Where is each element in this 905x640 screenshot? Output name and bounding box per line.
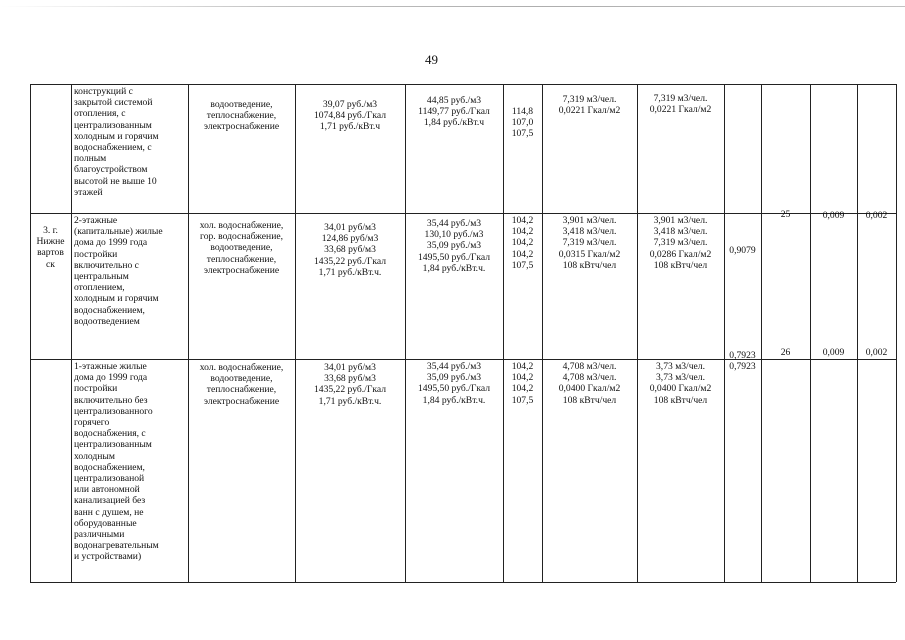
scan-artifact-line bbox=[0, 6, 905, 7]
cell-housing-description: конструкций с закрытой системой отопления, с централизованным холодным и горячим водоснабжением, с полным благоустройством высотой не выше 10 этажей bbox=[74, 86, 159, 198]
cell-tariff-previous: 34,01 руб/м3 124,86 руб/м3 33,68 руб/м3 1435,22 руб./Гкал 1,71 руб./кВт.ч. bbox=[313, 222, 387, 278]
cell-tariff-current: 35,44 руб./м3 130,10 руб./м3 35,09 руб./м3 1495,50 руб./Гкал 1,84 руб./кВт.ч. bbox=[417, 218, 491, 274]
table-column-rule bbox=[542, 84, 543, 582]
cell-index-percent: 104,2 104,2 104,2 104,2 107,5 bbox=[511, 215, 534, 271]
cell-city: 3. г. Нижне вартов ск bbox=[36, 225, 65, 270]
table-column-rule bbox=[405, 84, 406, 582]
cell-index-percent: 114,8 107,0 107,5 bbox=[511, 106, 534, 140]
cell-column-12: 0,002 bbox=[865, 347, 888, 358]
table-column-rule bbox=[896, 84, 897, 582]
table-column-rule bbox=[724, 84, 725, 582]
cell-norm-adjusted: 3,73 м3/чел. 3,73 м3/чел. 0,0400 Гкал/м2 108 кВтч/чел bbox=[649, 361, 712, 406]
cell-norm-value: 4,708 м3/чел. 4,708 м3/чел. 0,0400 Гкал/м2 108 кВтч/чел bbox=[558, 361, 621, 406]
cell-column-11: 0,009 bbox=[822, 210, 845, 221]
table-column-rule bbox=[295, 84, 296, 582]
table-column-rule bbox=[71, 84, 72, 582]
table-column-rule bbox=[503, 84, 504, 582]
table-row-rule bbox=[30, 84, 896, 85]
cell-norm-adjusted: 3,901 м3/чел. 3,418 м3/чел. 7,319 м3/чел. 0,0286 Гкал/м2 108 кВтч/чел bbox=[649, 215, 712, 271]
cell-index-percent: 104,2 104,2 104,2 107,5 bbox=[511, 361, 534, 406]
cell-coefficient: 0,9079 bbox=[729, 245, 756, 256]
cell-tariff-current: 44,85 руб./м3 1149,77 руб./Гкал 1,84 руб./кВт.ч bbox=[418, 95, 490, 129]
cell-column-11: 0,009 bbox=[822, 347, 845, 358]
cell-norm-adjusted: 7,319 м3/чел. 0,0221 Гкал/м2 bbox=[649, 93, 712, 116]
table-column-rule bbox=[188, 84, 189, 582]
table-column-rule bbox=[761, 84, 762, 582]
cell-utility-services: водоотведение, теплоснабжение, электроснабжение bbox=[203, 99, 280, 133]
cell-utility-services: хол. водоснабжение, гор. водоснабжение, водоотведение, теплоснабжение, электроснабжение bbox=[199, 220, 284, 276]
cell-housing-description: 2-этажные (капитальные) жилые дома до 1999 года постройки включительно с центральным отоплением, холодным и горячим водоснабжением, водоотведением bbox=[74, 215, 163, 327]
cell-norm-value: 3,901 м3/чел. 3,418 м3/чел. 7,319 м3/чел. 0,0315 Гкал/м2 108 кВтч/чел bbox=[558, 215, 621, 271]
cell-column-12: 0,002 bbox=[865, 210, 888, 221]
cell-tariff-current: 35,44 руб./м3 35,09 руб./м3 1495,50 руб./Гкал 1,84 руб./кВт.ч. bbox=[417, 361, 491, 406]
table-row-rule bbox=[30, 582, 896, 583]
table-row-rule bbox=[30, 359, 896, 360]
cell-utility-services: хол. водоснабжение, водоотведение, теплоснабжение, электроснабжение bbox=[199, 362, 284, 407]
cell-coefficient: 0,7923 0,7923 bbox=[729, 350, 756, 373]
table-column-rule bbox=[637, 84, 638, 582]
cell-column-10: 25 bbox=[780, 209, 791, 220]
cell-tariff-previous: 34,01 руб/м3 33,68 руб/м3 1435,22 руб./Гкал 1,71 руб./кВт.ч. bbox=[313, 362, 387, 407]
cell-housing-description: 1-этажные жилые дома до 1999 года постройки включительно без централизованного горячего водоснабжения, с централизованным холодным водоснабжением, централизованой или автономной канализацией без ванн с душем, не оборудованные различными водонагревательным и устройствами) bbox=[74, 361, 159, 563]
cell-tariff-previous: 39,07 руб./м3 1074,84 руб./Гкал 1,71 руб./кВт.ч bbox=[313, 99, 387, 133]
table-column-rule bbox=[810, 84, 811, 582]
table-column-rule bbox=[857, 84, 858, 582]
cell-norm-value: 7,319 м3/чел. 0,0221 Гкал/м2 bbox=[558, 94, 621, 117]
table-column-rule bbox=[30, 84, 31, 582]
page-number: 49 bbox=[425, 52, 438, 67]
cell-column-10: 26 bbox=[780, 347, 791, 358]
